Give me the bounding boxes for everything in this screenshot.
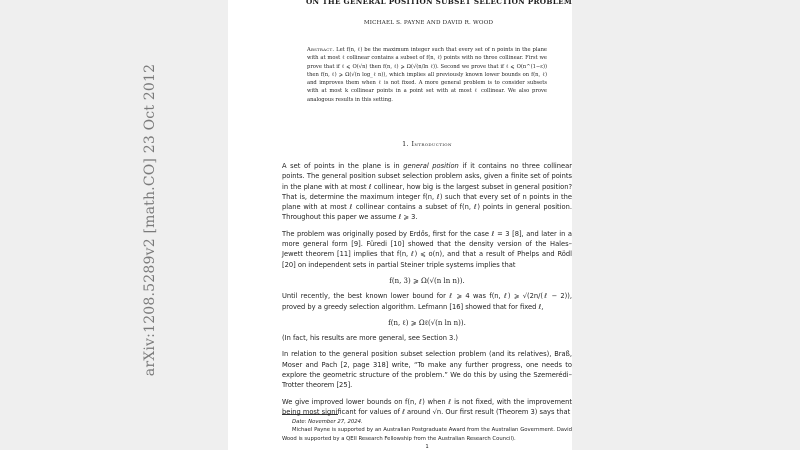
arxiv-identifier: arXiv:1208.5289v2 [math.CO] 23 Oct 2012 — [142, 63, 158, 377]
paragraph-1 — [282, 161, 572, 223]
general-position-term: general position — [403, 162, 459, 170]
section-number: 1. — [402, 140, 409, 148]
date-label: Date — [292, 419, 305, 425]
abstract-text: Let f(n, ℓ) be the maximum integer such that every set of n points in the plane with at most ℓ collinear contains a subset of f(n, ℓ) points with no three collinear. First we prove that if ℓ ⩽ O(√n) then f(n, ℓ) ⩾ Ω(√(n/ln ℓ)). Second we prove that if ℓ ⩽ O(n^(1−ε)) then f(n, ℓ) ⩾ Ω(√(n log_ℓ n)), which implies all previously known lower bounds on f(n, ℓ) and improves them when ℓ is not fixed. A more general problem is to consider subsets with at most k collinear points in a point set with at most ℓ collinear. We also prove analogous results in this setting. — [307, 47, 547, 103]
date-value: : November 27, 2024. — [304, 419, 363, 425]
paragraph-2: The problem was originally posed by Erdős, first for the case ℓ = 3 [8], and later in a more general form [9]. Füredi [10] showed that the density version of the Hales–Jewett theorem [11] implies that f(n, ℓ) ⩽ o(n), and that a result of Phelps and Rödl [20] on independent sets in partial Steiner triple systems implies that — [282, 229, 572, 269]
abstract-label: Abstract. — [307, 47, 335, 53]
paragraph-6: We give improved lower bounds on f(n, ℓ) when ℓ is not fixed, with the improvement being most significant for values of ℓ around √n. Our first result (Theorem 3) says that — [282, 397, 572, 416]
body-text — [282, 161, 572, 423]
section-heading — [282, 140, 572, 148]
footnote-grant: Michael Payne is supported by an Australian Postgraduate Award from the Australian Government. David Wood is supported by a QEII Research Fellowship from the Australian Research Council). — [282, 427, 572, 442]
equation-2: f(n, ℓ) ⩾ Ωℓ(√(n ln n)). — [388, 318, 466, 327]
equation-1: f(n, 3) ⩾ Ω(√(n ln n)). — [389, 276, 465, 285]
paragraph-1-start: A set of points in the plane is in — [282, 162, 404, 170]
page-number: 1 — [425, 444, 429, 450]
paragraph-1-end: if it contains no three collinear points. The general position subset selection problem asks, given a finite set of points in the plane with at most ℓ collinear, how big is the largest subset in general position? That is, determine the maximum integer f(n, ℓ) such that every set of n points in the plane with at most ℓ collinear contains a subset of f(n, ℓ) points in general position. Throughout this paper we assume ℓ ⩾ 3. — [282, 162, 572, 222]
section-title: Introduction — [411, 140, 452, 148]
left-gutter — [0, 0, 228, 450]
right-gutter — [572, 0, 800, 450]
paper-title: ON THE GENERAL POSITION SUBSET SELECTION PROBLEM — [306, 0, 573, 6]
paragraph-5: In relation to the general position subset selection problem (and its relatives), Braß, Moser and Pach [2, page 318] write, “To make any further progress, one needs to explore the geometric structure of the problem.” We do this by using the Szemerédi–Trotter theorem [25]. — [282, 350, 572, 390]
paragraph-4: (In fact, his results are more general, see Section 3.) — [282, 334, 459, 343]
footnote-date — [282, 418, 572, 426]
paragraph-3: Until recently, the best known lower bound for ℓ ⩾ 4 was f(n, ℓ) ⩾ √(2n/(ℓ − 2)), proved by a greedy selection algorithm. Lefmann [16] showed that for fixed ℓ, — [282, 292, 572, 311]
paper-authors: MICHAEL S. PAYNE AND DAVID R. WOOD — [363, 20, 494, 26]
abstract — [307, 46, 547, 104]
footnote — [282, 418, 572, 443]
footnote-rule — [282, 414, 338, 415]
